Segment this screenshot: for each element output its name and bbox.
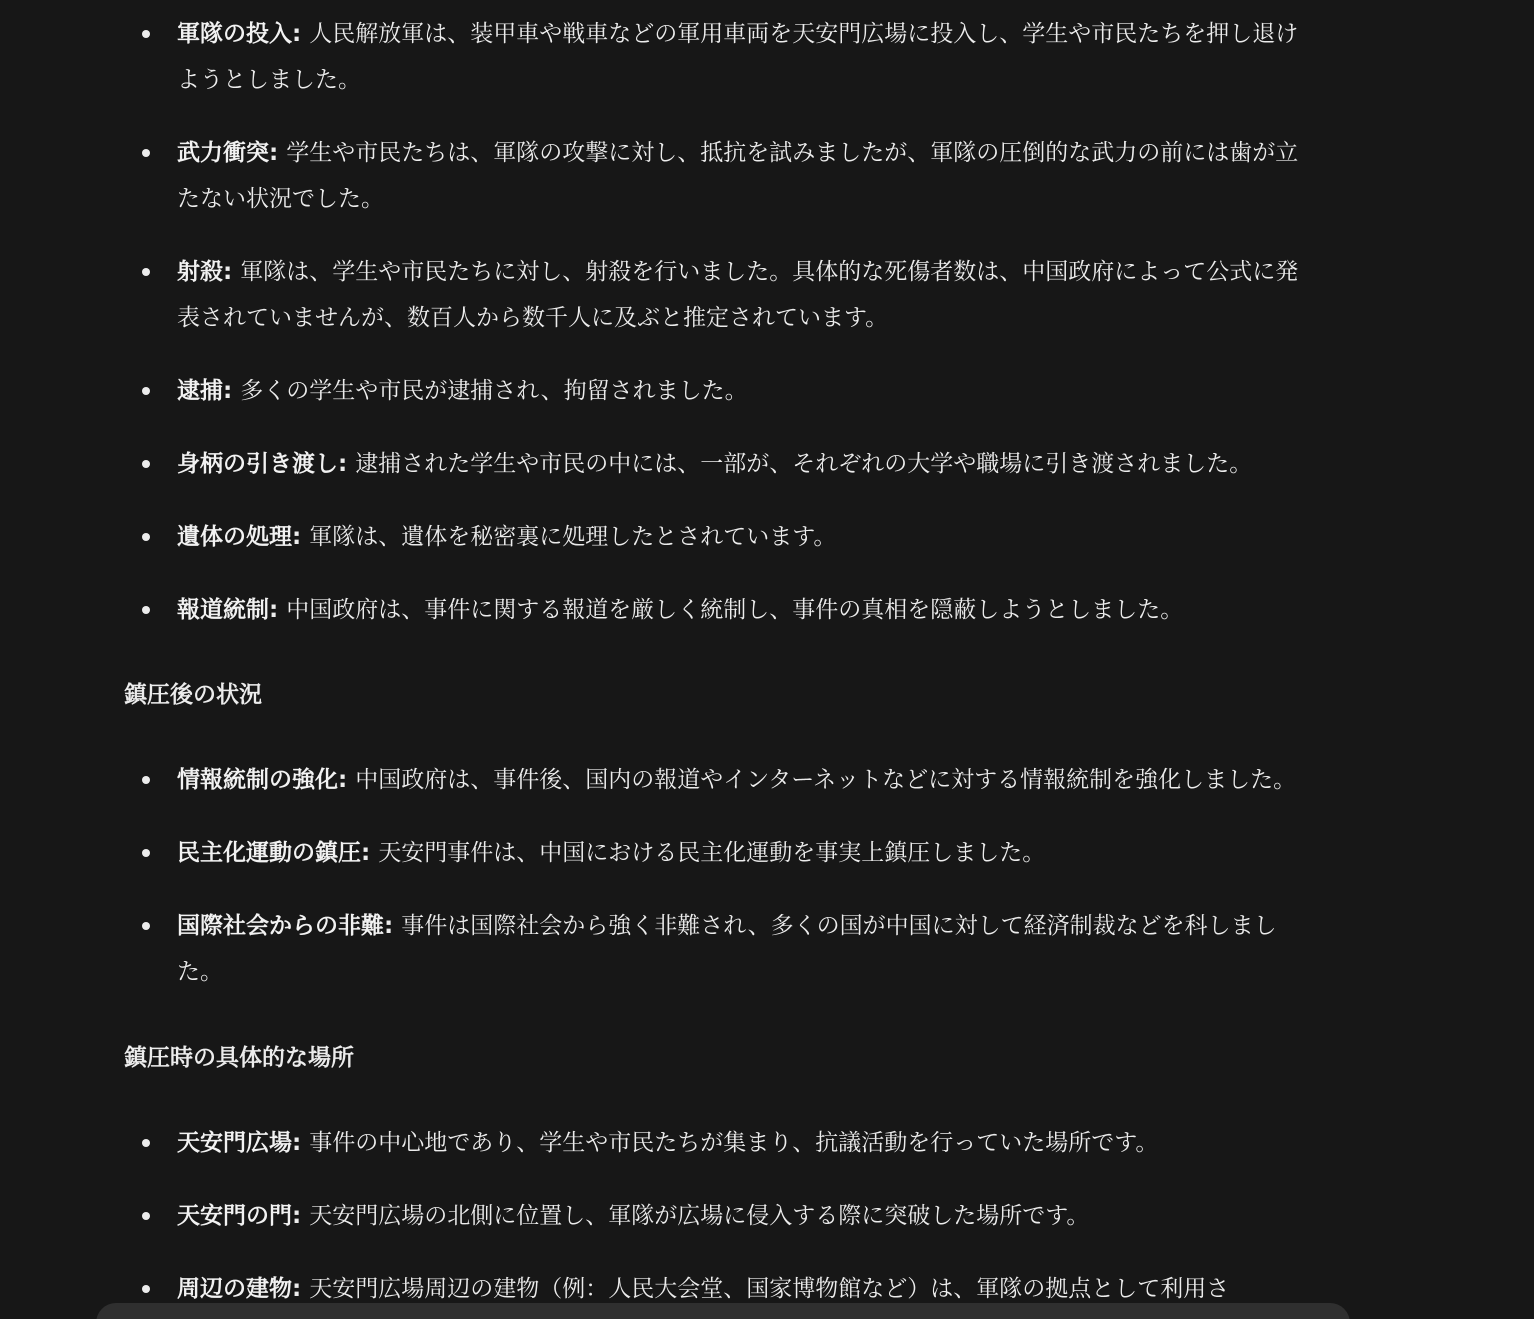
list-item: 情報統制の強化: 中国政府は、事件後、国内の報道やインターネットなどに対する情報統制を強化しました。 [124, 757, 1314, 803]
list-item: 報道統制: 中国政府は、事件に関する報道を厳しく統制し、事件の真相を隠蔽しようとしました。 [124, 587, 1314, 633]
list-item-term: 射殺 [177, 259, 223, 285]
locations-list [124, 1120, 1229, 1312]
list-item: 武力衝突: 学生や市民たちは、軍隊の攻撃に対し、抵抗を試みましたが、軍隊の圧倒的な武力の前には歯が立たない状況でした。 [124, 130, 1314, 222]
list-item-term: 報道統制 [177, 597, 269, 623]
list-item-term: 遺体の処理 [177, 524, 292, 550]
list-item-text: 多くの学生や市民が逮捕され、拘留されました。 [240, 378, 748, 404]
list-item: 民主化運動の鎮圧: 天安門事件は、中国における民主化運動を事実上鎮圧しました。 [124, 830, 1314, 876]
bullet-icon [142, 776, 150, 784]
list-item-term: 周辺の建物 [177, 1276, 292, 1302]
list-item-text: 人民解放軍は、装甲車や戦車などの軍用車両を天安門広場に投入し、学生や市民たちを押し退けようとしました。 [177, 21, 1299, 93]
section-heading: 鎮圧後の状況 [124, 682, 262, 708]
list-item: 身柄の引き渡し: 逮捕された学生や市民の中には、一部が、それぞれの大学や職場に引き渡されました。 [124, 441, 1314, 487]
bullet-icon [142, 849, 150, 857]
list-item-term: 国際社会からの非難 [177, 913, 384, 939]
bullet-icon [142, 606, 150, 614]
bullet-icon [142, 30, 150, 38]
list-item-term: 天安門の門 [177, 1203, 292, 1229]
list-item-term: 天安門広場 [177, 1130, 292, 1156]
section-heading: 鎮圧時の具体的な場所 [124, 1045, 354, 1071]
list-item: 国際社会からの非難: 事件は国際社会から強く非難され、多くの国が中国に対して経済制裁などを科しました。 [124, 903, 1314, 995]
bullet-icon [142, 1212, 150, 1220]
list-item: 天安門の門: 天安門広場の北側に位置し、軍隊が広場に侵入する際に突破した場所です。 [124, 1193, 1229, 1239]
list-item-term: 身柄の引き渡し [177, 451, 338, 477]
bullet-icon [142, 922, 150, 930]
bullet-icon [142, 149, 150, 157]
crackdown-actions-list [124, 11, 1314, 633]
list-item: 逮捕: 多くの学生や市民が逮捕され、拘留されました。 [124, 368, 1314, 414]
list-item: 周辺の建物: 天安門広場周辺の建物（例：人民大会堂、国家博物館など）は、軍隊の拠点として利用さ [124, 1266, 1229, 1312]
post-crackdown-list [124, 757, 1314, 995]
list-item-text: 逮捕された学生や市民の中には、一部が、それぞれの大学や職場に引き渡されました。 [355, 451, 1253, 477]
list-item-term: 逮捕 [177, 378, 223, 404]
bullet-icon [142, 268, 150, 276]
message-input-bar[interactable] [96, 1303, 1350, 1319]
list-item-term: 武力衝突 [177, 140, 269, 166]
bullet-icon [142, 387, 150, 395]
list-item-text: 軍隊は、遺体を秘密裏に処理したとされています。 [309, 524, 837, 550]
list-item-text: 学生や市民たちは、軍隊の攻撃に対し、抵抗を試みましたが、軍隊の圧倒的な武力の前には歯が立たない状況でした。 [177, 140, 1299, 212]
bullet-icon [142, 1139, 150, 1147]
list-item-term: 民主化運動の鎮圧 [177, 840, 361, 866]
list-item: 軍隊の投入: 人民解放軍は、装甲車や戦車などの軍用車両を天安門広場に投入し、学生や市民たちを押し退けようとしました。 [124, 11, 1314, 103]
list-item-term: 情報統制の強化 [177, 767, 338, 793]
list-item-text: 軍隊は、学生や市民たちに対し、射殺を行いました。具体的な死傷者数は、中国政府によって公式に発表されていませんが、数百人から数千人に及ぶと推定されています。 [177, 259, 1299, 331]
list-item-text: 天安門広場周辺の建物（例：人民大会堂、国家博物館など）は、軍隊の拠点として利用さ [309, 1276, 1230, 1302]
list-item-text: 中国政府は、事件後、国内の報道やインターネットなどに対する情報統制を強化しました。 [355, 767, 1297, 793]
list-item-text: 天安門事件は、中国における民主化運動を事実上鎮圧しました。 [378, 840, 1046, 866]
list-item-term: 軍隊の投入 [177, 21, 292, 47]
list-item-text: 事件は国際社会から強く非難され、多くの国が中国に対して経済制裁などを科しました。 [177, 913, 1277, 985]
list-item: 遺体の処理: 軍隊は、遺体を秘密裏に処理したとされています。 [124, 514, 1314, 560]
list-item-text: 事件の中心地であり、学生や市民たちが集まり、抗議活動を行っていた場所です。 [309, 1130, 1159, 1156]
list-item: 射殺: 軍隊は、学生や市民たちに対し、射殺を行いました。具体的な死傷者数は、中国政府によって公式に発表されていませんが、数百人から数千人に及ぶと推定されています。 [124, 249, 1314, 341]
bullet-icon [142, 460, 150, 468]
list-item-text: 天安門広場の北側に位置し、軍隊が広場に侵入する際に突破した場所です。 [309, 1203, 1090, 1229]
bullet-icon [142, 1285, 150, 1293]
bullet-icon [142, 533, 150, 541]
list-item: 天安門広場: 事件の中心地であり、学生や市民たちが集まり、抗議活動を行っていた場所です。 [124, 1120, 1229, 1166]
list-item-text: 中国政府は、事件に関する報道を厳しく統制し、事件の真相を隠蔽しようとしました。 [286, 597, 1184, 623]
